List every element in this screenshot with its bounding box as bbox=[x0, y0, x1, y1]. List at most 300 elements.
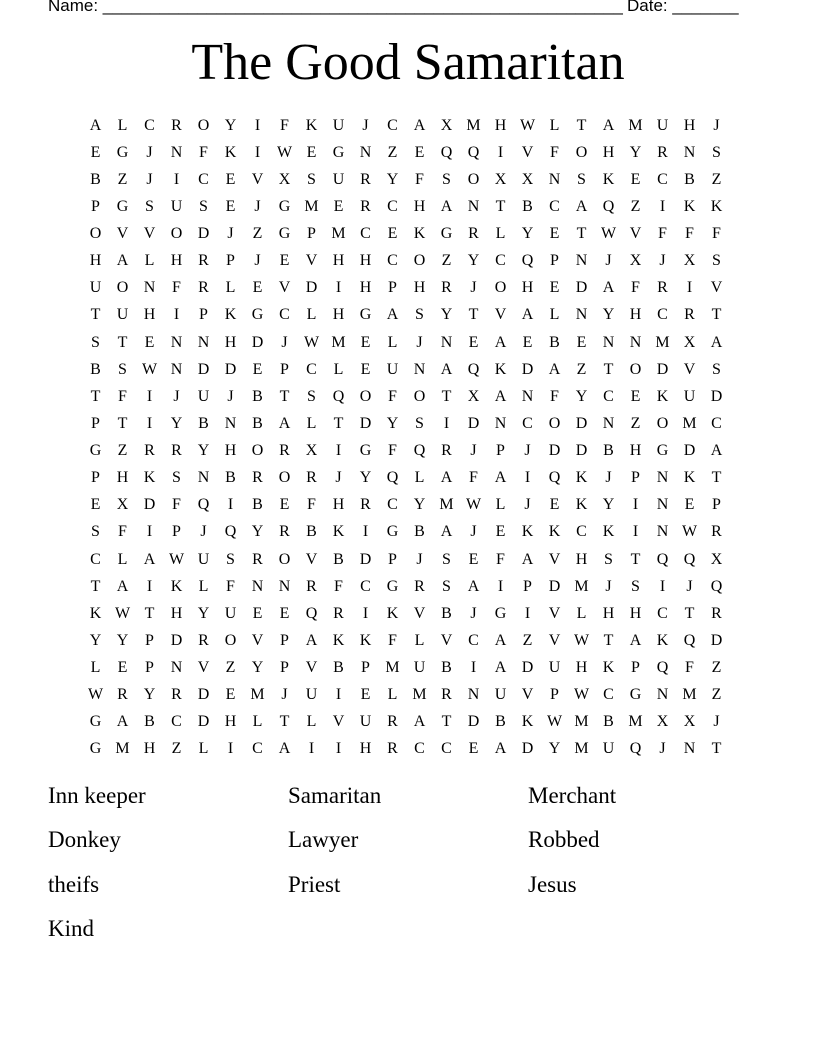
grid-letter: Y bbox=[386, 414, 399, 432]
grid-letter: J bbox=[173, 387, 180, 405]
grid-letter: Z bbox=[117, 442, 128, 460]
grid-letter: Y bbox=[170, 414, 183, 432]
grid-letter: S bbox=[712, 360, 721, 378]
grid-letter: N bbox=[440, 333, 453, 351]
grid-letter: L bbox=[387, 333, 398, 351]
grid-letter: P bbox=[523, 577, 532, 595]
grid-letter: H bbox=[602, 143, 615, 161]
grid-letter: H bbox=[575, 550, 588, 568]
grid-letter: E bbox=[279, 604, 290, 622]
grid-letter: A bbox=[413, 713, 426, 731]
grid-letter: H bbox=[359, 252, 372, 270]
grid-letter: G bbox=[359, 306, 372, 324]
grid-letter: V bbox=[143, 225, 156, 243]
grid-letter: C bbox=[90, 550, 101, 568]
grid-letter: H bbox=[143, 740, 156, 758]
grid-letter: B bbox=[90, 170, 101, 188]
grid-letter: H bbox=[359, 740, 372, 758]
grid-letter: V bbox=[629, 225, 642, 243]
grid-letter: R bbox=[198, 631, 209, 649]
grid-letter: D bbox=[548, 442, 561, 460]
grid-letter: V bbox=[197, 659, 210, 677]
grid-letter: E bbox=[90, 496, 101, 514]
grid-letter: J bbox=[524, 496, 531, 514]
grid-letter: F bbox=[631, 279, 640, 297]
grid-letter: S bbox=[226, 550, 235, 568]
grid-letter: S bbox=[712, 143, 721, 161]
grid-letter: N bbox=[170, 143, 183, 161]
grid-letter: R bbox=[144, 442, 155, 460]
grid-letter: K bbox=[683, 469, 696, 487]
grid-letter: A bbox=[494, 631, 507, 649]
grid-letter: H bbox=[143, 306, 156, 324]
grid-letter: C bbox=[657, 604, 668, 622]
grid-letter: O bbox=[656, 414, 669, 432]
grid-letter: Z bbox=[711, 659, 722, 677]
grid-letter: Z bbox=[171, 740, 182, 758]
grid-letter: X bbox=[710, 550, 723, 568]
grid-letter: A bbox=[521, 306, 534, 324]
grid-letter: C bbox=[387, 496, 398, 514]
grid-letter: N bbox=[656, 686, 669, 704]
grid-letter: X bbox=[656, 713, 669, 731]
grid-letter: L bbox=[414, 631, 425, 649]
grid-letter: T bbox=[279, 713, 290, 731]
grid-letter: E bbox=[333, 197, 344, 215]
header-line bbox=[48, 0, 748, 20]
grid-letter: C bbox=[414, 740, 425, 758]
grid-letter: R bbox=[306, 469, 317, 487]
word-list-item: Kind bbox=[48, 915, 94, 941]
grid-letter: G bbox=[656, 442, 669, 460]
grid-letter: L bbox=[225, 279, 236, 297]
grid-letter: G bbox=[386, 577, 399, 595]
grid-letter: A bbox=[440, 197, 453, 215]
grid-letter: N bbox=[170, 360, 183, 378]
grid-letter: Z bbox=[387, 143, 398, 161]
grid-letter: L bbox=[387, 686, 398, 704]
grid-letter: N bbox=[656, 496, 669, 514]
grid-letter: W bbox=[546, 713, 563, 731]
grid-letter: A bbox=[440, 523, 453, 541]
grid-letter: F bbox=[172, 279, 181, 297]
grid-letter: I bbox=[524, 604, 531, 622]
grid-letter: L bbox=[549, 116, 560, 134]
grid-letter: S bbox=[442, 577, 451, 595]
grid-letter: T bbox=[144, 604, 155, 622]
grid-letter: R bbox=[360, 496, 371, 514]
grid-letter: I bbox=[227, 496, 234, 514]
grid-letter: O bbox=[170, 225, 183, 243]
grid-letter: Q bbox=[683, 631, 696, 649]
grid-letter: Y bbox=[116, 631, 129, 649]
grid-letter: V bbox=[710, 279, 723, 297]
grid-letter: A bbox=[575, 197, 588, 215]
grid-letter: G bbox=[332, 143, 345, 161]
grid-letter: W bbox=[114, 604, 131, 622]
grid-letter: L bbox=[306, 306, 317, 324]
grid-letter: U bbox=[359, 713, 372, 731]
grid-letter: Q bbox=[413, 442, 426, 460]
grid-letter: K bbox=[332, 631, 345, 649]
grid-letter: C bbox=[657, 170, 668, 188]
grid-letter: L bbox=[90, 659, 101, 677]
grid-letter: D bbox=[575, 414, 588, 432]
grid-letter: M bbox=[304, 197, 319, 215]
grid-letter: Y bbox=[602, 306, 615, 324]
grid-letter: D bbox=[521, 360, 534, 378]
grid-letter: K bbox=[656, 631, 669, 649]
letter-grid bbox=[82, 112, 730, 763]
grid-letter: C bbox=[657, 306, 668, 324]
grid-letter: B bbox=[684, 170, 695, 188]
grid-letter: S bbox=[577, 170, 586, 188]
grid-letter: M bbox=[628, 116, 643, 134]
grid-letter: G bbox=[278, 197, 291, 215]
grid-letter: A bbox=[305, 631, 318, 649]
grid-letter: B bbox=[549, 333, 560, 351]
grid-letter: R bbox=[414, 577, 425, 595]
grid-letter: F bbox=[685, 659, 694, 677]
grid-letter: C bbox=[252, 740, 263, 758]
grid-letter: J bbox=[524, 442, 531, 460]
word-list-item: Priest bbox=[288, 871, 341, 897]
grid-letter: A bbox=[143, 550, 156, 568]
grid-letter: I bbox=[497, 577, 504, 595]
grid-letter: K bbox=[143, 469, 156, 487]
grid-letter: B bbox=[495, 713, 506, 731]
grid-letter: D bbox=[710, 387, 723, 405]
grid-letter: O bbox=[413, 387, 426, 405]
grid-letter: G bbox=[440, 225, 453, 243]
grid-letter: U bbox=[413, 659, 426, 677]
grid-letter: A bbox=[440, 469, 453, 487]
grid-letter: G bbox=[494, 604, 507, 622]
grid-letter: O bbox=[413, 252, 426, 270]
grid-letter: J bbox=[470, 604, 477, 622]
grid-letter: I bbox=[632, 496, 639, 514]
grid-letter: C bbox=[603, 686, 614, 704]
grid-letter: I bbox=[146, 387, 153, 405]
grid-letter: U bbox=[386, 360, 399, 378]
grid-letter: D bbox=[710, 631, 723, 649]
grid-letter: L bbox=[144, 252, 155, 270]
grid-letter: I bbox=[335, 686, 342, 704]
grid-letter: D bbox=[467, 414, 480, 432]
grid-letter: N bbox=[602, 414, 615, 432]
grid-letter: S bbox=[442, 170, 451, 188]
grid-letter: T bbox=[684, 604, 695, 622]
grid-letter: S bbox=[91, 333, 100, 351]
grid-letter: T bbox=[90, 387, 101, 405]
grid-letter: A bbox=[521, 550, 534, 568]
grid-letter: Q bbox=[602, 197, 615, 215]
grid-letter: L bbox=[495, 225, 506, 243]
grid-letter: R bbox=[171, 442, 182, 460]
grid-letter: D bbox=[143, 496, 156, 514]
grid-letter: N bbox=[602, 333, 615, 351]
grid-letter: O bbox=[116, 279, 129, 297]
grid-letter: H bbox=[413, 197, 426, 215]
grid-letter: I bbox=[659, 577, 666, 595]
grid-letter: L bbox=[117, 550, 128, 568]
grid-letter: A bbox=[548, 360, 561, 378]
grid-letter: W bbox=[87, 686, 104, 704]
grid-letter: E bbox=[225, 170, 236, 188]
grid-letter: T bbox=[468, 306, 479, 324]
grid-letter: F bbox=[118, 523, 127, 541]
grid-letter: I bbox=[335, 442, 342, 460]
word-list-item: Donkey bbox=[48, 827, 121, 853]
grid-letter: N bbox=[251, 577, 264, 595]
grid-letter: F bbox=[307, 496, 316, 514]
grid-letter: M bbox=[385, 659, 400, 677]
grid-letter: T bbox=[90, 306, 101, 324]
grid-letter: V bbox=[521, 143, 534, 161]
grid-letter: K bbox=[575, 496, 588, 514]
grid-letter: F bbox=[469, 469, 478, 487]
grid-letter: H bbox=[116, 469, 129, 487]
grid-letter: D bbox=[683, 442, 696, 460]
grid-letter: J bbox=[281, 686, 288, 704]
grid-letter: N bbox=[143, 279, 156, 297]
grid-letter: H bbox=[170, 604, 183, 622]
grid-letter: H bbox=[224, 713, 237, 731]
page-title: The Good Samaritan bbox=[191, 34, 625, 91]
grid-letter: D bbox=[521, 659, 534, 677]
grid-letter: E bbox=[468, 333, 479, 351]
grid-letter: E bbox=[549, 496, 560, 514]
grid-letter: U bbox=[116, 306, 129, 324]
grid-letter: H bbox=[332, 306, 345, 324]
grid-letter: Q bbox=[467, 143, 480, 161]
grid-letter: E bbox=[684, 496, 695, 514]
grid-letter: A bbox=[386, 306, 399, 324]
grid-letter: P bbox=[172, 523, 181, 541]
grid-letter: V bbox=[278, 279, 291, 297]
grid-letter: O bbox=[359, 387, 372, 405]
grid-letter: Q bbox=[548, 469, 561, 487]
grid-letter: J bbox=[605, 252, 612, 270]
grid-letter: H bbox=[575, 659, 588, 677]
grid-letter: W bbox=[681, 523, 698, 541]
grid-letter: T bbox=[441, 387, 452, 405]
grid-letter: L bbox=[252, 713, 263, 731]
grid-letter: J bbox=[713, 116, 720, 134]
grid-letter: E bbox=[549, 279, 560, 297]
grid-letter: A bbox=[494, 333, 507, 351]
grid-letter: U bbox=[305, 686, 318, 704]
grid-letter: D bbox=[521, 740, 534, 758]
grid-letter: B bbox=[441, 604, 452, 622]
grid-letter: J bbox=[659, 252, 666, 270]
grid-letter: J bbox=[605, 577, 612, 595]
grid-letter: E bbox=[279, 496, 290, 514]
grid-letter: F bbox=[226, 577, 235, 595]
grid-letter: Y bbox=[197, 604, 210, 622]
grid-letter: P bbox=[631, 659, 640, 677]
grid-letter: K bbox=[224, 143, 237, 161]
grid-letter: F bbox=[658, 225, 667, 243]
grid-letter: Y bbox=[386, 170, 399, 188]
grid-letter: V bbox=[305, 659, 318, 677]
grid-letter: U bbox=[602, 740, 615, 758]
grid-letter: D bbox=[197, 360, 210, 378]
grid-letter: I bbox=[227, 740, 234, 758]
grid-letter: K bbox=[683, 197, 696, 215]
grid-letter: A bbox=[116, 713, 129, 731]
grid-letter: K bbox=[170, 577, 183, 595]
grid-letter: R bbox=[468, 225, 479, 243]
grid-letter: E bbox=[549, 225, 560, 243]
grid-letter: J bbox=[146, 170, 153, 188]
grid-letter: L bbox=[495, 496, 506, 514]
grid-letter: T bbox=[495, 197, 506, 215]
grid-letter: B bbox=[333, 550, 344, 568]
grid-letter: A bbox=[467, 577, 480, 595]
grid-letter: Q bbox=[305, 604, 318, 622]
grid-letter: D bbox=[305, 279, 318, 297]
grid-letter: G bbox=[359, 442, 372, 460]
grid-letter: U bbox=[89, 279, 102, 297]
grid-letter: I bbox=[173, 306, 180, 324]
grid-letter: G bbox=[251, 306, 264, 324]
grid-letter: Z bbox=[711, 170, 722, 188]
grid-letter: R bbox=[441, 442, 452, 460]
grid-letter: K bbox=[494, 360, 507, 378]
grid-letter: K bbox=[332, 523, 345, 541]
grid-letter: A bbox=[116, 252, 129, 270]
grid-letter: J bbox=[686, 577, 693, 595]
grid-letter: N bbox=[359, 143, 372, 161]
grid-letter: X bbox=[629, 252, 642, 270]
grid-letter: H bbox=[629, 442, 642, 460]
grid-letter: B bbox=[333, 659, 344, 677]
grid-letter: H bbox=[602, 604, 615, 622]
grid-letter: M bbox=[682, 414, 697, 432]
grid-letter: Q bbox=[386, 469, 399, 487]
grid-letter: J bbox=[254, 252, 261, 270]
grid-letter: A bbox=[413, 116, 426, 134]
grid-letter: N bbox=[575, 252, 588, 270]
grid-letter: P bbox=[388, 279, 397, 297]
grid-letter: Q bbox=[656, 659, 669, 677]
grid-letter: K bbox=[224, 306, 237, 324]
grid-letter: U bbox=[494, 686, 507, 704]
grid-letter: Y bbox=[575, 387, 588, 405]
grid-letter: O bbox=[467, 170, 480, 188]
grid-letter: A bbox=[494, 740, 507, 758]
word-list-item: Samaritan bbox=[288, 783, 382, 808]
grid-letter: T bbox=[90, 577, 101, 595]
grid-letter: Z bbox=[522, 631, 533, 649]
grid-letter: O bbox=[251, 442, 264, 460]
grid-letter: Y bbox=[413, 496, 426, 514]
grid-letter: A bbox=[440, 360, 453, 378]
grid-letter: R bbox=[360, 197, 371, 215]
grid-letter: R bbox=[360, 170, 371, 188]
grid-letter: S bbox=[307, 170, 316, 188]
grid-letter: K bbox=[413, 225, 426, 243]
grid-letter: C bbox=[495, 252, 506, 270]
grid-letter: E bbox=[117, 659, 128, 677]
grid-letter: I bbox=[173, 170, 180, 188]
grid-letter: I bbox=[686, 279, 693, 297]
grid-letter: J bbox=[470, 279, 477, 297]
grid-letter: A bbox=[629, 631, 642, 649]
grid-letter: C bbox=[603, 387, 614, 405]
grid-letter: S bbox=[415, 414, 424, 432]
grid-letter: P bbox=[550, 686, 559, 704]
grid-letter: R bbox=[711, 604, 722, 622]
grid-letter: Z bbox=[630, 414, 641, 432]
grid-letter: D bbox=[467, 713, 480, 731]
grid-letter: H bbox=[629, 604, 642, 622]
grid-letter: B bbox=[198, 414, 209, 432]
grid-letter: W bbox=[465, 496, 482, 514]
name-field-label: Name: _______________________________________________________ bbox=[48, 0, 623, 15]
grid-letter: V bbox=[251, 170, 264, 188]
grid-letter: G bbox=[116, 143, 129, 161]
grid-letter: Q bbox=[197, 496, 210, 514]
grid-letter: I bbox=[146, 414, 153, 432]
grid-letter: V bbox=[305, 550, 318, 568]
grid-letter: L bbox=[414, 469, 425, 487]
grid-letter: E bbox=[360, 333, 371, 351]
grid-letter: E bbox=[468, 550, 479, 568]
grid-letter: N bbox=[278, 577, 291, 595]
grid-letter: N bbox=[521, 387, 534, 405]
grid-letter: Z bbox=[630, 197, 641, 215]
grid-letter: F bbox=[388, 387, 397, 405]
grid-letter: X bbox=[305, 442, 318, 460]
grid-letter: V bbox=[116, 225, 129, 243]
grid-letter: W bbox=[303, 333, 320, 351]
grid-letter: E bbox=[522, 333, 533, 351]
grid-letter: I bbox=[497, 143, 504, 161]
grid-letter: L bbox=[549, 306, 560, 324]
grid-letter: I bbox=[362, 523, 369, 541]
grid-letter: H bbox=[89, 252, 102, 270]
grid-letter: K bbox=[305, 116, 318, 134]
grid-letter: X bbox=[278, 170, 291, 188]
grid-letter: T bbox=[279, 387, 290, 405]
grid-letter: L bbox=[333, 360, 344, 378]
grid-letter: H bbox=[359, 279, 372, 297]
grid-letter: K bbox=[359, 631, 372, 649]
grid-letter: R bbox=[306, 577, 317, 595]
grid-letter: Z bbox=[225, 659, 236, 677]
grid-letter: G bbox=[629, 686, 642, 704]
grid-letter: U bbox=[197, 387, 210, 405]
grid-letter: Q bbox=[224, 523, 237, 541]
grid-letter: E bbox=[252, 604, 263, 622]
grid-letter: S bbox=[145, 197, 154, 215]
grid-letter: T bbox=[333, 414, 344, 432]
grid-letter: F bbox=[550, 143, 559, 161]
grid-letter: R bbox=[198, 252, 209, 270]
grid-letter: H bbox=[224, 333, 237, 351]
grid-letter: D bbox=[548, 577, 561, 595]
grid-letter: E bbox=[360, 360, 371, 378]
grid-letter: V bbox=[332, 713, 345, 731]
grid-letter: K bbox=[602, 523, 615, 541]
grid-letter: R bbox=[252, 550, 263, 568]
grid-letter: S bbox=[118, 360, 127, 378]
word-list-item: Inn keeper bbox=[48, 783, 146, 808]
grid-letter: I bbox=[146, 577, 153, 595]
grid-letter: P bbox=[712, 496, 721, 514]
